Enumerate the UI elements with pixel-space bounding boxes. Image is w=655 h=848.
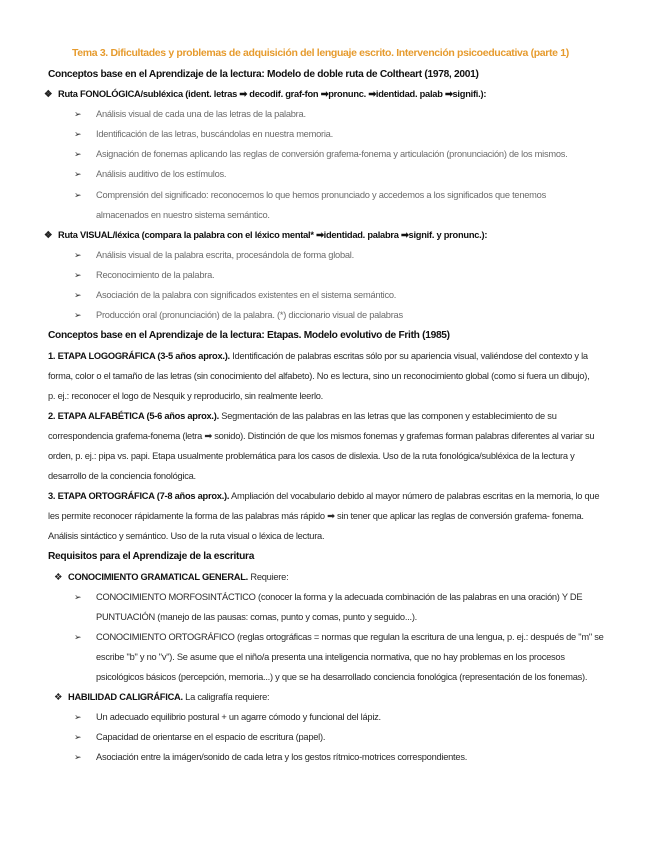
list-item: ➢ Un adecuado equilibrio postural + un agarre cómodo y funcional del lápiz.	[74, 712, 381, 722]
paragraph-line: les permite reconocer rápidamente la forma de las palabras más rápido ➡ sin tener que aplicar las reglas de conversión grafema- fonema.	[48, 511, 584, 521]
arrow-bullet-icon: ➢	[74, 732, 82, 742]
etapa-logografica-label: 1. ETAPA LOGOGRÁFICA (3-5 años aprox.).	[48, 351, 230, 361]
list-item-continuation: escribe "b" y no "v"). Se asume que el niño/a presenta una inteligencia normativa, que no hay problemas en los procesos	[96, 652, 565, 662]
conocimiento-gramatical-label: CONOCIMIENTO GRAMATICAL GENERAL.	[68, 572, 249, 582]
arrow-bullet-icon: ➢	[74, 592, 82, 602]
arrow-bullet-icon: ➢	[74, 109, 82, 119]
conocimiento-gramatical: ❖ CONOCIMIENTO GRAMATICAL GENERAL. Requiere:	[54, 572, 289, 582]
etapa-ortografica-label: 3. ETAPA ORTOGRÁFICA (7-8 años aprox.).	[48, 491, 230, 501]
document-title: Tema 3. Dificultades y problemas de adquisición del lenguaje escrito. Intervención psicoeducativa (parte 1)	[72, 47, 569, 59]
section-heading-escritura: Requisitos para el Aprendizaje de la escritura	[48, 551, 255, 562]
diamond-bullet-icon: ❖	[44, 230, 53, 240]
list-item: ➢ CONOCIMIENTO MORFOSINTÁCTICO (conocer la forma y la adecuada combinación de las palabras en una oración) Y DE	[74, 592, 583, 602]
etapa-alfabetica: 2. ETAPA ALFABÉTICA (5-6 años aprox.). Segmentación de las palabras en las letras que las componen y establecimiento de su	[48, 411, 557, 421]
list-item-continuation: almacenados en nuestro sistema semántico.	[96, 210, 270, 220]
list-item: ➢ Identificación de las letras, buscándolas en nuestra memoria.	[74, 129, 333, 139]
arrow-bullet-icon: ➢	[74, 712, 82, 722]
list-item: ➢ Capacidad de orientarse en el espacio de escritura (papel).	[74, 732, 326, 742]
route-visual	[44, 229, 487, 242]
habilidad-caligrafica: ❖ HABILIDAD CALIGRÁFICA. La caligrafía requiere:	[54, 692, 270, 702]
arrow-bullet-icon: ➢	[74, 169, 82, 179]
list-item-continuation: PUNTUACIÓN (manejo de las pausas: comas, punto y comas, punto y seguido...).	[96, 612, 418, 622]
etapa-ortografica: 3. ETAPA ORTOGRÁFICA (7-8 años aprox.). Ampliación del vocabulario debido al mayor número de palabras escritas en la memoria, lo que	[48, 491, 600, 501]
list-item: ➢ Análisis visual de cada una de las letras de la palabra.	[74, 109, 306, 119]
arrow-bullet-icon: ➢	[74, 129, 82, 139]
arrow-bullet-icon: ➢	[74, 632, 82, 642]
arrow-bullet-icon: ➢	[74, 752, 82, 762]
habilidad-caligrafica-label: HABILIDAD CALIGRÁFICA.	[68, 692, 183, 702]
list-item: ➢ CONOCIMIENTO ORTOGRÁFICO (reglas ortográficas = normas que regulan la escritura de una lengua, p. ej.: después de "m" se	[74, 632, 604, 642]
list-item: ➢ Producción oral (pronunciación) de la palabra. (*) diccionario visual de palabras	[74, 310, 403, 320]
diamond-bullet-icon: ❖	[54, 692, 63, 702]
arrow-bullet-icon: ➢	[74, 149, 82, 159]
list-item: ➢ Análisis auditivo de los estímulos.	[74, 169, 227, 179]
route-fonologica-text: Ruta FONOLÓGICA/subléxica (ident. letras ➡ decodif. graf-fon ➡pronunc. ➡identidad. palab ➡signifi.):	[58, 89, 487, 99]
arrow-bullet-icon: ➢	[74, 270, 82, 280]
etapa-logografica: 1. ETAPA LOGOGRÁFICA (3-5 años aprox.). Identificación de palabras escritas sólo por su apariencia visual, valiéndose del contexto y la	[48, 351, 588, 361]
paragraph-line: desarrollo de la conciencia fonológica.	[48, 471, 196, 481]
list-item: ➢ Comprensión del significado: reconocemos lo que hemos pronunciado y accedemos a los significados que tenemos	[74, 190, 546, 200]
route-fonologica	[44, 88, 486, 101]
section-heading-coltheart: Conceptos base en el Aprendizaje de la lectura: Modelo de doble ruta de Coltheart (1978, 2001)	[48, 69, 479, 80]
paragraph-line: forma, color o el tamaño de las letras (sin conocimiento del alfabeto). No es lectura, sino un reconocimiento global (como si fuera un dibujo),	[48, 371, 590, 381]
route-visual-text: Ruta VISUAL/léxica (compara la palabra con el léxico mental* ➡identidad. palabra ➡signif. y pronunc.):	[58, 230, 488, 240]
list-item: ➢ Asociación entre la imágen/sonido de cada letra y los gestos rítmico-motrices correspondientes.	[74, 752, 468, 762]
list-item: ➢ Asociación de la palabra con significados existentes en el sistema semántico.	[74, 290, 397, 300]
diamond-bullet-icon: ❖	[44, 89, 53, 99]
paragraph-line: p. ej.: reconocer el logo de Nesquik y reproducirlo, sin realmente leerlo.	[48, 391, 324, 401]
paragraph-line: correspondencia grafema-fonema (letra ➡ sonido). Distinción de que los mismos fonemas y grafemas forman palabras diferentes al variar su	[48, 431, 595, 441]
list-item: ➢ Análisis visual de la palabra escrita, procesándola de forma global.	[74, 250, 354, 260]
arrow-bullet-icon: ➢	[74, 250, 82, 260]
etapa-alfabetica-label: 2. ETAPA ALFABÉTICA (5-6 años aprox.).	[48, 411, 219, 421]
list-item-continuation: psicológicos básicos (percepción, memoria...) y que se ha desarrollado conciencia fonológica (representación de los fonemas).	[96, 672, 588, 682]
paragraph-line: orden, p. ej.: pipa vs. papi. Etapa usualmente problemática para los casos de dislexia. Uso de la ruta fonológica/subléxica de la lectura y	[48, 451, 575, 461]
list-item: ➢ Reconocimiento de la palabra.	[74, 270, 215, 280]
arrow-bullet-icon: ➢	[74, 190, 82, 200]
arrow-bullet-icon: ➢	[74, 310, 82, 320]
section-heading-frith: Conceptos base en el Aprendizaje de la lectura: Etapas. Modelo evolutivo de Frith (1985)	[48, 330, 450, 341]
list-item: ➢ Asignación de fonemas aplicando las reglas de conversión grafema-fonema y articulación (pronunciación) de los mismos.	[74, 149, 568, 159]
diamond-bullet-icon: ❖	[54, 572, 63, 582]
arrow-bullet-icon: ➢	[74, 290, 82, 300]
paragraph-line: Análisis sintáctico y semántico. Uso de la ruta visual o léxica de lectura.	[48, 531, 325, 541]
